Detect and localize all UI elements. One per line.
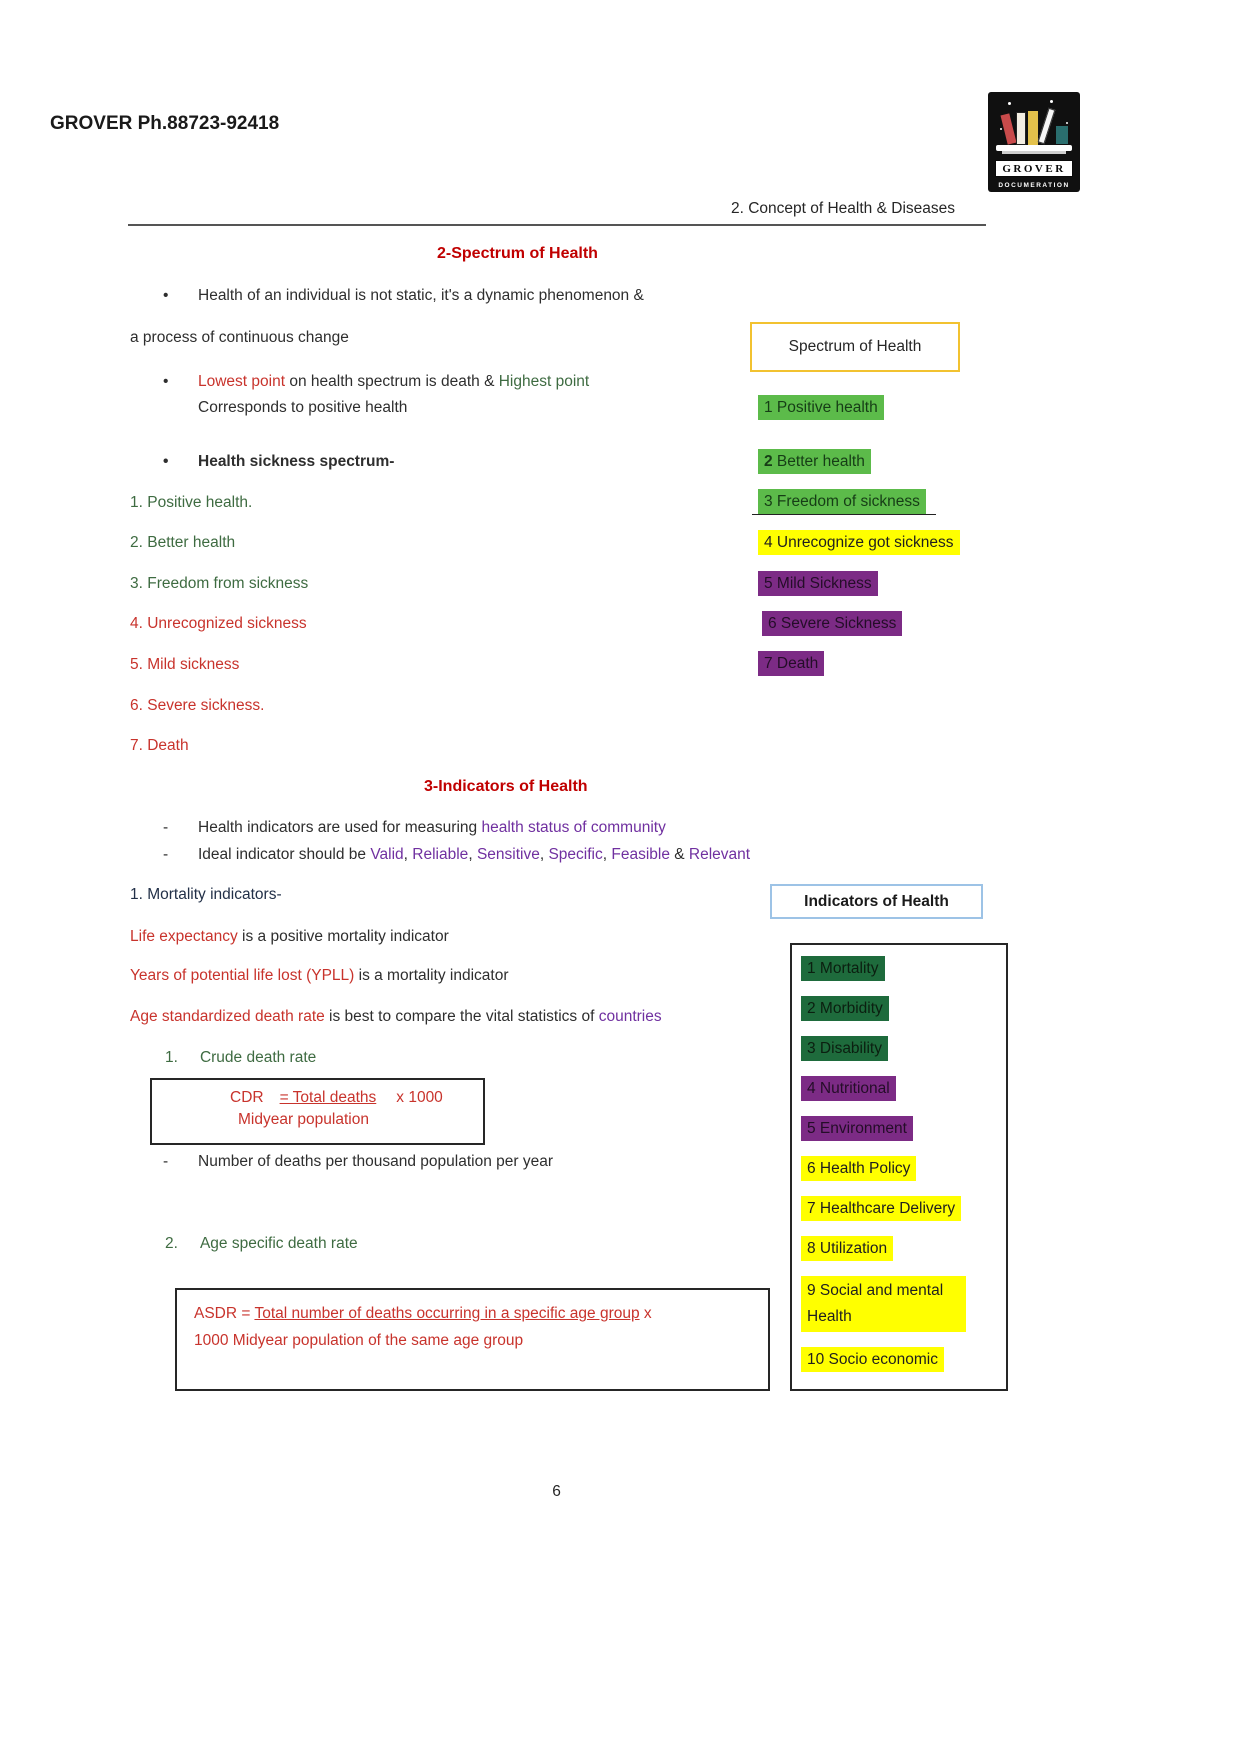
life-expectancy-line [130, 928, 449, 946]
ypll-line [130, 967, 509, 985]
asdr-prefix: ASDR = [194, 1305, 255, 1322]
highlight-label: 8 Utilization [801, 1236, 893, 1261]
indicator-item [801, 1347, 997, 1372]
indicator-item [801, 1076, 997, 1101]
list-item: 5. Mild sickness [130, 656, 240, 673]
cdr-formula-box [150, 1078, 485, 1145]
indicator-item [801, 1116, 997, 1141]
asdr-line [130, 1008, 662, 1026]
segment: Specific [548, 846, 603, 863]
item-rest: Better health [772, 453, 865, 470]
bullet-mid-text: on health spectrum is death & [285, 373, 499, 390]
segment: countries [598, 1008, 662, 1025]
indicator-item [801, 956, 997, 981]
logo-subtitle: DOCUMERATION [998, 182, 1070, 189]
spectrum-item-6 [762, 611, 902, 636]
list-item: 2. Better health [130, 534, 236, 551]
crude-death-rate-line [165, 1049, 316, 1067]
highlight-label: 1 Positive health [758, 395, 884, 420]
highlight-label: 1 Mortality [801, 956, 885, 981]
segment: Reliable [412, 846, 469, 863]
asdr-line1 [194, 1300, 754, 1327]
book-icon [1001, 113, 1017, 144]
item-label: Crude death rate [199, 1049, 317, 1066]
spectrum-title-box: Spectrum of Health [750, 322, 960, 372]
segment: Ideal indicator should be [198, 846, 371, 863]
indicator-item [801, 1196, 997, 1221]
highlight-label: 4 Unrecognize got sickness [758, 530, 960, 555]
chapter-title: 2. Concept of Health & Diseases [730, 200, 955, 217]
item-number: 2. [165, 1235, 178, 1252]
segment: Life expectancy [130, 928, 238, 945]
dash-icon: - [163, 1153, 169, 1170]
cdr-numerator: = Total deaths [279, 1089, 377, 1106]
grover-logo [988, 92, 1080, 192]
age-specific-line [165, 1235, 358, 1253]
highlight-label: 6 Health Policy [801, 1156, 916, 1181]
dash-text [198, 819, 666, 837]
cdr-multiplier: x 1000 [396, 1089, 443, 1106]
ink-pot-icon [1056, 126, 1068, 144]
highlight-label [758, 449, 871, 474]
highlight-label: 5 Mild Sickness [758, 571, 878, 596]
segment: is a mortality indicator [354, 967, 509, 984]
bullet-item [163, 373, 783, 391]
spectrum-item-2 [758, 449, 871, 474]
segment: , [539, 846, 549, 863]
indicators-list-box [790, 943, 1008, 1391]
page-number: 6 [552, 1483, 561, 1500]
mortality-title: 1. Mortality indicators- [130, 886, 282, 903]
highlight-label: 5 Environment [801, 1116, 913, 1141]
highlight-label: 4 Nutritional [801, 1076, 896, 1101]
spectrum-item-4 [758, 530, 960, 555]
bullet-item [163, 453, 663, 471]
list-item: 3. Freedom from sickness [130, 575, 309, 592]
indicator-item [801, 1236, 997, 1261]
segment: is best to compare the vital statistics of [324, 1008, 599, 1025]
bullet-icon: • [163, 373, 169, 390]
bullet-line2: Corresponds to positive health [198, 399, 408, 416]
segment: , [468, 846, 477, 863]
book-icon [1028, 111, 1038, 145]
asdr-formula-box [175, 1288, 770, 1391]
segment: Health indicators are used for measuring [198, 819, 482, 836]
dash-item [163, 1153, 763, 1171]
asdr-suffix: x [639, 1305, 652, 1322]
section-heading-indicators: 3-Indicators of Health [424, 778, 588, 795]
segment: Years of potential life lost (YPLL) [130, 967, 355, 984]
segment: , [602, 846, 612, 863]
spectrum-item-5 [758, 571, 878, 596]
header-phone: GROVER Ph.88723-92418 [50, 113, 280, 134]
segment: Valid [370, 846, 404, 863]
star-dot-icon [1008, 102, 1011, 105]
bullet-text [198, 373, 589, 391]
indicator-item [801, 996, 997, 1021]
bullet-icon: • [163, 453, 169, 470]
highlight-label: 3 Disability [801, 1036, 888, 1061]
logo-title: GROVER [995, 160, 1073, 177]
item-number: 2 [764, 453, 773, 470]
highlight-label: 10 Socio economic [801, 1347, 944, 1372]
spectrum-item-1 [758, 395, 884, 420]
highlight-label: 7 Healthcare Delivery [801, 1196, 961, 1221]
segment: is a positive mortality indicator [237, 928, 449, 945]
cdr-denominator: Midyear population [238, 1111, 369, 1128]
highlight-label: 7 Death [758, 651, 824, 676]
section-heading-spectrum: 2-Spectrum of Health [437, 245, 598, 262]
bullet-text: Health sickness spectrum- [198, 453, 395, 470]
highlight-label: 9 Social and mental Health [801, 1276, 966, 1332]
pen-icon [1038, 108, 1056, 144]
bullet-text: Health of an individual is not static, it's a dynamic phenomenon & [198, 287, 644, 304]
dash-text [198, 846, 750, 864]
cdr-numerator-line [230, 1089, 483, 1107]
lowest-point-text: Lowest point [198, 373, 286, 390]
highlight-label: 2 Morbidity [801, 996, 889, 1021]
indicator-item [801, 1156, 997, 1181]
underline-rule [752, 514, 936, 515]
bullet-continuation: a process of continuous change [130, 329, 349, 346]
segment: & [669, 846, 689, 863]
list-item: 7. Death [130, 737, 189, 754]
asdr-underlined: Total number of deaths occurring in a specific age group [254, 1305, 640, 1322]
list-item: 1. Positive health. [130, 494, 253, 511]
dash-icon: - [163, 819, 169, 836]
indicator-item [801, 1276, 966, 1332]
bullet-item [163, 287, 803, 305]
list-item: 4. Unrecognized sickness [130, 615, 307, 632]
indicators-title-box: Indicators of Health [770, 884, 983, 919]
star-dot-icon [1050, 100, 1053, 103]
highlight-label: 3 Freedom of sickness [758, 489, 926, 514]
spectrum-item-3 [758, 489, 926, 514]
highest-point-text: Highest point [498, 373, 590, 390]
list-item: 6. Severe sickness. [130, 697, 265, 714]
item-number: 1. [165, 1049, 178, 1066]
segment: , [403, 846, 413, 863]
segment: Feasible [611, 846, 670, 863]
book-shelf-icon [1002, 151, 1066, 154]
dash-item [163, 846, 883, 864]
asdr-line2: 1000 Midyear population of the same age group [194, 1332, 524, 1349]
segment: Age standardized death rate [130, 1008, 325, 1025]
divider [128, 224, 986, 226]
book-icon [1016, 112, 1026, 145]
bullet-icon: • [163, 287, 169, 304]
dash-item [163, 819, 843, 837]
item-label: Age specific death rate [199, 1235, 358, 1252]
spectrum-item-7 [758, 651, 824, 676]
segment: Sensitive [476, 846, 540, 863]
star-dot-icon [1066, 122, 1068, 124]
segment: Relevant [688, 846, 751, 863]
star-dot-icon [1000, 128, 1002, 130]
cdr-lhs: CDR [230, 1089, 264, 1106]
highlight-label: 6 Severe Sickness [762, 611, 902, 636]
dash-text: Number of deaths per thousand population per year [198, 1153, 554, 1170]
indicator-item [801, 1036, 997, 1061]
dash-icon: - [163, 846, 169, 863]
segment: health status of community [481, 819, 666, 836]
